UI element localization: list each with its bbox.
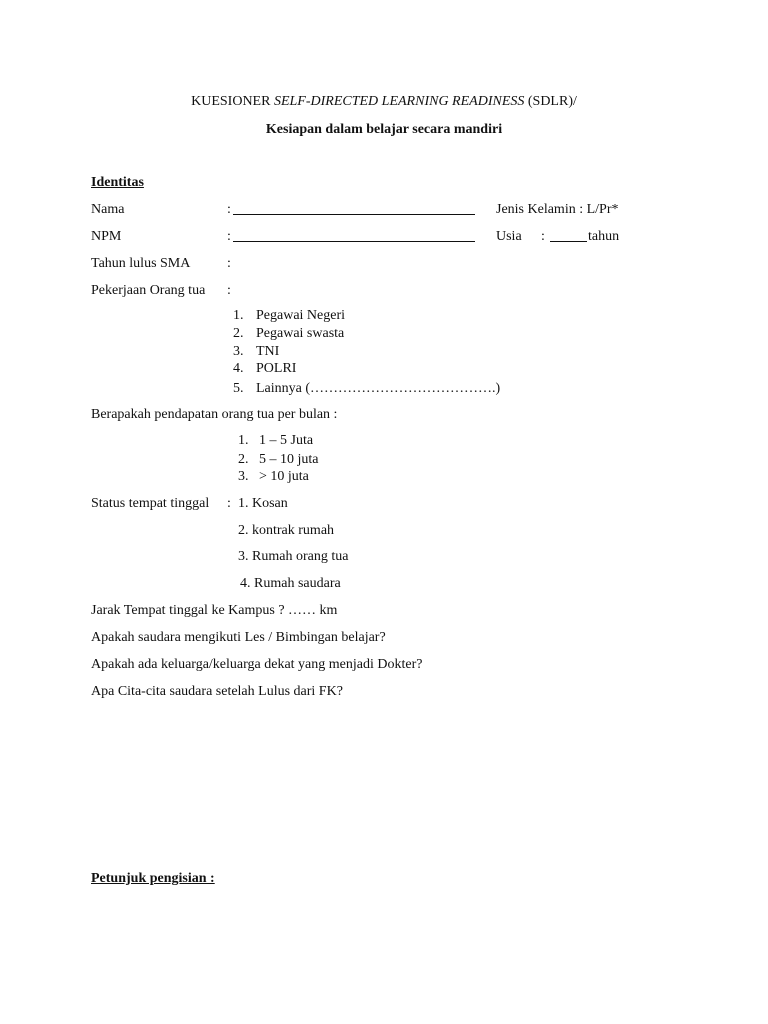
pekerjaan-option[interactable]: Lainnya (………………………………….) [256,381,501,396]
pendapatan-label: Berapakah pendapatan orang tua per bulan : [91,407,338,422]
nama-input-line[interactable] [233,202,475,220]
tahun-unit: tahun [588,229,620,244]
pendapatan-option-num: 3. [238,469,249,484]
pekerjaan-colon: : [227,283,231,298]
pekerjaan-option[interactable]: Pegawai Negeri [256,308,346,323]
nama-colon: : [227,202,231,217]
nama-label: Nama [91,202,125,217]
usia-label: Usia [496,229,522,244]
jenis-kelamin-field[interactable]: Jenis Kelamin : L/Pr* [496,202,619,217]
pendapatan-option[interactable]: > 10 juta [259,469,309,484]
status-label: Status tempat tinggal [91,496,210,511]
status-option[interactable]: 3. Rumah orang tua [238,549,349,564]
status-option[interactable]: 1. Kosan [238,496,288,511]
petunjuk-heading: Petunjuk pengisian : [91,871,215,886]
pekerjaan-option-num: 4. [233,361,244,376]
status-option[interactable]: 2. kontrak rumah [238,523,335,538]
pekerjaan-label: Pekerjaan Orang tua [91,283,206,298]
pendapatan-option-num: 1. [238,433,249,448]
identitas-heading: Identitas [91,175,144,190]
npm-colon: : [227,229,231,244]
tahun-lulus-label: Tahun lulus SMA [91,256,191,271]
pekerjaan-option-num: 5. [233,381,244,396]
pekerjaan-option[interactable]: TNI [256,344,280,359]
status-colon: : [227,496,231,511]
pekerjaan-option-num: 2. [233,326,244,341]
tahun-lulus-colon: : [227,256,231,271]
pendapatan-option[interactable]: 5 – 10 juta [259,452,319,467]
cita-question: Apa Cita-cita saudara setelah Lulus dari FK? [91,684,343,699]
pekerjaan-option[interactable]: Pegawai swasta [256,326,345,341]
pendapatan-option[interactable]: 1 – 5 Juta [259,433,314,448]
pekerjaan-option-num: 3. [233,344,244,359]
status-option[interactable]: 4. Rumah saudara [240,576,341,591]
pendapatan-option-num: 2. [238,452,249,467]
usia-colon: : [541,229,545,244]
pekerjaan-option[interactable]: POLRI [256,361,297,376]
usia-input-line[interactable] [550,229,587,247]
npm-input-line[interactable] [233,229,475,247]
les-question: Apakah saudara mengikuti Les / Bimbingan belajar? [91,630,386,645]
dokter-question: Apakah ada keluarga/keluarga dekat yang menjadi Dokter? [91,657,423,672]
document-subtitle: Kesiapan dalam belajar secara mandiri [265,122,503,137]
pekerjaan-option-num: 1. [233,308,244,323]
title-suffix: (SDLR)/ [524,94,577,109]
jarak-question: Jarak Tempat tinggal ke Kampus ? …… km [91,603,338,618]
document-title [0,94,768,110]
npm-label: NPM [91,229,122,244]
title-italic: SELF-DIRECTED LEARNING READINESS [273,94,525,109]
title-prefix: KUESIONER [191,94,274,109]
